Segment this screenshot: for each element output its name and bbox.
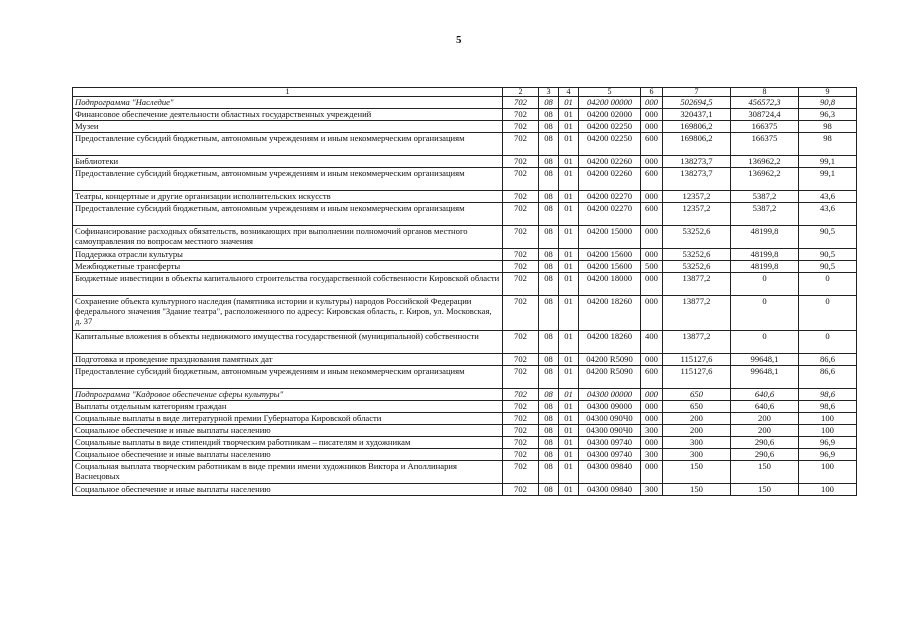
row-code-cell: 702 [503, 168, 539, 191]
row-code-cell: 702 [503, 273, 539, 296]
header-cell: 7 [663, 88, 731, 97]
row-target-cell: 04200 R5090 [579, 366, 641, 389]
row-code-cell: 702 [503, 121, 539, 133]
row-subsection-cell: 01 [559, 109, 579, 121]
table-row [73, 168, 857, 191]
row-percent-cell: 90,5 [799, 226, 857, 249]
row-section-cell: 08 [539, 156, 559, 168]
table-row [73, 389, 857, 401]
row-subsection-cell: 01 [559, 191, 579, 203]
row-code-cell: 702 [503, 354, 539, 366]
row-name-cell: Капитальные вложения в объекты недвижимого имущества государственной (муниципальной) собственности [73, 331, 503, 354]
row-subsection-cell: 01 [559, 156, 579, 168]
row-plan-cell: 200 [663, 425, 731, 437]
row-target-cell: 04300 00000 [579, 389, 641, 401]
row-percent-cell: 43,6 [799, 203, 857, 226]
page-number: 5 [456, 34, 462, 46]
table-row [73, 401, 857, 413]
row-percent-cell: 98,6 [799, 389, 857, 401]
row-plan-cell: 12357,2 [663, 203, 731, 226]
row-subsection-cell: 01 [559, 97, 579, 109]
header-cell: 4 [559, 88, 579, 97]
row-subsection-cell: 01 [559, 121, 579, 133]
row-name-cell: Предоставление субсидий бюджетным, автономным учреждениям и иным некоммерческим организациям [73, 168, 503, 191]
row-percent-cell: 86,6 [799, 354, 857, 366]
row-subsection-cell: 01 [559, 296, 579, 331]
row-name-cell: Бюджетные инвестиции в объекты капитального строительства государственной собственности Кировской области [73, 273, 503, 296]
row-subsection-cell: 01 [559, 461, 579, 484]
row-section-cell: 08 [539, 203, 559, 226]
row-actual-cell: 150 [731, 484, 799, 496]
row-code-cell: 702 [503, 249, 539, 261]
table-row [73, 484, 857, 496]
table-row [73, 109, 857, 121]
row-percent-cell: 100 [799, 461, 857, 484]
row-percent-cell: 43,6 [799, 191, 857, 203]
row-code-cell: 702 [503, 261, 539, 273]
header-cell: 6 [641, 88, 663, 97]
row-section-cell: 08 [539, 331, 559, 354]
row-type-cell: 000 [641, 226, 663, 249]
table-row [73, 261, 857, 273]
row-plan-cell: 53252,6 [663, 261, 731, 273]
row-subsection-cell: 01 [559, 437, 579, 449]
row-actual-cell: 640,6 [731, 389, 799, 401]
row-code-cell: 702 [503, 425, 539, 437]
row-target-cell: 04200 02270 [579, 191, 641, 203]
row-actual-cell: 0 [731, 273, 799, 296]
row-percent-cell: 99,1 [799, 168, 857, 191]
row-name-cell: Библиотеки [73, 156, 503, 168]
row-subsection-cell: 01 [559, 249, 579, 261]
row-target-cell: 04300 09000 [579, 401, 641, 413]
row-percent-cell: 96,3 [799, 109, 857, 121]
row-name-cell: Межбюджетные трансферты [73, 261, 503, 273]
row-plan-cell: 150 [663, 461, 731, 484]
row-actual-cell: 456572,3 [731, 97, 799, 109]
row-name-cell: Социальное обеспечение и иные выплаты населению [73, 449, 503, 461]
row-target-cell: 04200 18260 [579, 296, 641, 331]
row-section-cell: 08 [539, 226, 559, 249]
row-percent-cell: 86,6 [799, 366, 857, 389]
row-target-cell: 04200 02270 [579, 203, 641, 226]
row-percent-cell: 98 [799, 133, 857, 156]
row-code-cell: 702 [503, 413, 539, 425]
row-percent-cell: 96,9 [799, 449, 857, 461]
row-percent-cell: 100 [799, 425, 857, 437]
row-percent-cell: 100 [799, 413, 857, 425]
table-row [73, 461, 857, 484]
table-row [73, 413, 857, 425]
row-actual-cell: 308724,4 [731, 109, 799, 121]
row-target-cell: 04300 09840 [579, 484, 641, 496]
table-header-row [73, 88, 857, 97]
header-cell: 2 [503, 88, 539, 97]
row-subsection-cell: 01 [559, 484, 579, 496]
row-subsection-cell: 01 [559, 366, 579, 389]
table-row [73, 425, 857, 437]
row-subsection-cell: 01 [559, 331, 579, 354]
header-cell: 1 [73, 88, 503, 97]
row-plan-cell: 115127,6 [663, 366, 731, 389]
row-type-cell: 600 [641, 203, 663, 226]
row-actual-cell: 200 [731, 413, 799, 425]
row-actual-cell: 136962,2 [731, 168, 799, 191]
row-section-cell: 08 [539, 389, 559, 401]
row-type-cell: 000 [641, 437, 663, 449]
row-type-cell: 000 [641, 109, 663, 121]
row-subsection-cell: 01 [559, 425, 579, 437]
row-plan-cell: 320437,1 [663, 109, 731, 121]
row-actual-cell: 0 [731, 331, 799, 354]
row-name-cell: Социальное обеспечение и иные выплаты населению [73, 425, 503, 437]
row-target-cell: 04300 090Ч0 [579, 425, 641, 437]
row-section-cell: 08 [539, 425, 559, 437]
row-type-cell: 000 [641, 413, 663, 425]
row-section-cell: 08 [539, 366, 559, 389]
row-code-cell: 702 [503, 226, 539, 249]
table-row [73, 203, 857, 226]
row-type-cell: 000 [641, 461, 663, 484]
row-plan-cell: 502694,5 [663, 97, 731, 109]
row-section-cell: 08 [539, 168, 559, 191]
row-percent-cell: 0 [799, 296, 857, 331]
row-code-cell: 702 [503, 366, 539, 389]
row-name-cell: Предоставление субсидий бюджетным, автономным учреждениям и иным некоммерческим организациям [73, 203, 503, 226]
row-name-cell: Поддержка отрасли культуры [73, 249, 503, 261]
row-code-cell: 702 [503, 133, 539, 156]
row-actual-cell: 48199,8 [731, 226, 799, 249]
row-plan-cell: 13877,2 [663, 296, 731, 331]
row-target-cell: 04200 15600 [579, 249, 641, 261]
row-target-cell: 04200 00000 [579, 97, 641, 109]
row-subsection-cell: 01 [559, 261, 579, 273]
row-section-cell: 08 [539, 296, 559, 331]
row-subsection-cell: 01 [559, 449, 579, 461]
row-subsection-cell: 01 [559, 413, 579, 425]
row-type-cell: 400 [641, 331, 663, 354]
table-row [73, 296, 857, 331]
row-name-cell: Сохранение объекта культурного наследия (памятника истории и культуры) народов Российской Федерации федерального значения "Здание театра", расположенного по адресу: Кировская область, г. Киров, ул. Московская, д. 37 [73, 296, 503, 331]
row-percent-cell: 0 [799, 273, 857, 296]
row-name-cell: Предоставление субсидий бюджетным, автономным учреждениям и иным некоммерческим организациям [73, 133, 503, 156]
row-percent-cell: 100 [799, 484, 857, 496]
row-percent-cell: 96,9 [799, 437, 857, 449]
table-row [73, 156, 857, 168]
row-actual-cell: 5387,2 [731, 191, 799, 203]
row-type-cell: 000 [641, 97, 663, 109]
row-actual-cell: 640,6 [731, 401, 799, 413]
row-name-cell: Социальные выплаты в виде стипендий творческим работникам – писателям и художникам [73, 437, 503, 449]
row-type-cell: 000 [641, 296, 663, 331]
row-plan-cell: 200 [663, 413, 731, 425]
row-plan-cell: 300 [663, 437, 731, 449]
row-actual-cell: 48199,8 [731, 261, 799, 273]
row-code-cell: 702 [503, 156, 539, 168]
row-plan-cell: 13877,2 [663, 331, 731, 354]
row-code-cell: 702 [503, 401, 539, 413]
row-plan-cell: 138273,7 [663, 168, 731, 191]
row-code-cell: 702 [503, 484, 539, 496]
row-percent-cell: 90,5 [799, 261, 857, 273]
row-plan-cell: 138273,7 [663, 156, 731, 168]
row-percent-cell: 0 [799, 331, 857, 354]
row-actual-cell: 290,6 [731, 449, 799, 461]
row-name-cell: Музеи [73, 121, 503, 133]
row-name-cell: Подпрограмма "Кадровое обеспечение сферы культуры" [73, 389, 503, 401]
row-subsection-cell: 01 [559, 226, 579, 249]
row-code-cell: 702 [503, 449, 539, 461]
row-target-cell: 04200 02000 [579, 109, 641, 121]
row-target-cell: 04200 02260 [579, 168, 641, 191]
table-row [73, 249, 857, 261]
row-subsection-cell: 01 [559, 168, 579, 191]
row-percent-cell: 99,1 [799, 156, 857, 168]
row-section-cell: 08 [539, 484, 559, 496]
row-subsection-cell: 01 [559, 389, 579, 401]
row-section-cell: 08 [539, 354, 559, 366]
row-actual-cell: 136962,2 [731, 156, 799, 168]
row-target-cell: 04200 02260 [579, 156, 641, 168]
row-name-cell: Финансовое обеспечение деятельности областных государственных учреждений [73, 109, 503, 121]
row-name-cell: Предоставление субсидий бюджетным, автономным учреждениям и иным некоммерческим организациям [73, 366, 503, 389]
row-plan-cell: 650 [663, 389, 731, 401]
row-name-cell: Театры, концертные и другие организации исполнительских искусств [73, 191, 503, 203]
row-name-cell: Подготовка и проведение празднования памятных дат [73, 354, 503, 366]
row-target-cell: 04200 18260 [579, 331, 641, 354]
row-actual-cell: 166375 [731, 121, 799, 133]
row-actual-cell: 290,6 [731, 437, 799, 449]
row-type-cell: 600 [641, 366, 663, 389]
row-name-cell: Социальная выплата творческим работникам в виде премии имени художников Виктора и Аполлинария Васнецовых [73, 461, 503, 484]
row-plan-cell: 150 [663, 484, 731, 496]
row-section-cell: 08 [539, 437, 559, 449]
row-section-cell: 08 [539, 273, 559, 296]
table-row [73, 354, 857, 366]
row-code-cell: 702 [503, 461, 539, 484]
row-target-cell: 04300 09840 [579, 461, 641, 484]
row-type-cell: 600 [641, 133, 663, 156]
table-row [73, 121, 857, 133]
table-row [73, 437, 857, 449]
row-target-cell: 04200 02250 [579, 133, 641, 156]
row-percent-cell: 90,5 [799, 249, 857, 261]
row-section-cell: 08 [539, 191, 559, 203]
row-plan-cell: 169806,2 [663, 133, 731, 156]
row-name-cell: Социальное обеспечение и иные выплаты населению [73, 484, 503, 496]
row-target-cell: 04200 15000 [579, 226, 641, 249]
row-actual-cell: 200 [731, 425, 799, 437]
row-name-cell: Социальные выплаты в виде литературной премии Губернатора Кировской области [73, 413, 503, 425]
table-row [73, 226, 857, 249]
row-code-cell: 702 [503, 296, 539, 331]
row-type-cell: 000 [641, 354, 663, 366]
row-section-cell: 08 [539, 413, 559, 425]
row-section-cell: 08 [539, 133, 559, 156]
row-name-cell: Выплаты отдельным категориям граждан [73, 401, 503, 413]
row-subsection-cell: 01 [559, 133, 579, 156]
row-subsection-cell: 01 [559, 354, 579, 366]
row-code-cell: 702 [503, 109, 539, 121]
row-type-cell: 300 [641, 484, 663, 496]
row-type-cell: 000 [641, 389, 663, 401]
table-row [73, 366, 857, 389]
row-type-cell: 600 [641, 168, 663, 191]
row-target-cell: 04300 090Ч0 [579, 413, 641, 425]
row-actual-cell: 166375 [731, 133, 799, 156]
row-actual-cell: 99648,1 [731, 366, 799, 389]
row-plan-cell: 13877,2 [663, 273, 731, 296]
row-plan-cell: 53252,6 [663, 226, 731, 249]
row-type-cell: 000 [641, 156, 663, 168]
row-section-cell: 08 [539, 461, 559, 484]
row-section-cell: 08 [539, 121, 559, 133]
row-percent-cell: 90,8 [799, 97, 857, 109]
row-target-cell: 04200 15600 [579, 261, 641, 273]
row-type-cell: 000 [641, 121, 663, 133]
row-section-cell: 08 [539, 249, 559, 261]
row-plan-cell: 169806,2 [663, 121, 731, 133]
table-row [73, 449, 857, 461]
row-target-cell: 04300 09740 [579, 437, 641, 449]
row-subsection-cell: 01 [559, 401, 579, 413]
row-name-cell: Софинансирование расходных обязательств, возникающих при выполнении полномочий органов местного самоуправления по вопросам местного значения [73, 226, 503, 249]
header-cell: 9 [799, 88, 857, 97]
row-code-cell: 702 [503, 97, 539, 109]
table-row [73, 273, 857, 296]
table-row [73, 97, 857, 109]
row-section-cell: 08 [539, 261, 559, 273]
row-name-cell: Подпрограмма "Наследие" [73, 97, 503, 109]
row-section-cell: 08 [539, 97, 559, 109]
budget-table [72, 87, 857, 496]
row-code-cell: 702 [503, 389, 539, 401]
row-percent-cell: 98 [799, 121, 857, 133]
row-target-cell: 04300 09740 [579, 449, 641, 461]
row-section-cell: 08 [539, 449, 559, 461]
row-type-cell: 000 [641, 273, 663, 296]
row-subsection-cell: 01 [559, 273, 579, 296]
row-actual-cell: 48199,8 [731, 249, 799, 261]
row-plan-cell: 300 [663, 449, 731, 461]
header-cell: 3 [539, 88, 559, 97]
row-actual-cell: 99648,1 [731, 354, 799, 366]
row-type-cell: 300 [641, 449, 663, 461]
row-type-cell: 000 [641, 401, 663, 413]
row-target-cell: 04200 02250 [579, 121, 641, 133]
row-actual-cell: 150 [731, 461, 799, 484]
row-code-cell: 702 [503, 203, 539, 226]
table-row [73, 331, 857, 354]
row-plan-cell: 115127,6 [663, 354, 731, 366]
row-code-cell: 702 [503, 191, 539, 203]
row-type-cell: 000 [641, 191, 663, 203]
header-cell: 8 [731, 88, 799, 97]
row-section-cell: 08 [539, 109, 559, 121]
row-plan-cell: 12357,2 [663, 191, 731, 203]
header-cell: 5 [579, 88, 641, 97]
row-type-cell: 000 [641, 249, 663, 261]
row-actual-cell: 5387,2 [731, 203, 799, 226]
row-type-cell: 300 [641, 425, 663, 437]
row-type-cell: 500 [641, 261, 663, 273]
row-code-cell: 702 [503, 437, 539, 449]
row-section-cell: 08 [539, 401, 559, 413]
table-row [73, 133, 857, 156]
row-code-cell: 702 [503, 331, 539, 354]
row-plan-cell: 53252,6 [663, 249, 731, 261]
row-percent-cell: 98,6 [799, 401, 857, 413]
table-row [73, 191, 857, 203]
row-actual-cell: 0 [731, 296, 799, 331]
row-plan-cell: 650 [663, 401, 731, 413]
row-target-cell: 04200 R5090 [579, 354, 641, 366]
row-target-cell: 04200 18000 [579, 273, 641, 296]
row-subsection-cell: 01 [559, 203, 579, 226]
